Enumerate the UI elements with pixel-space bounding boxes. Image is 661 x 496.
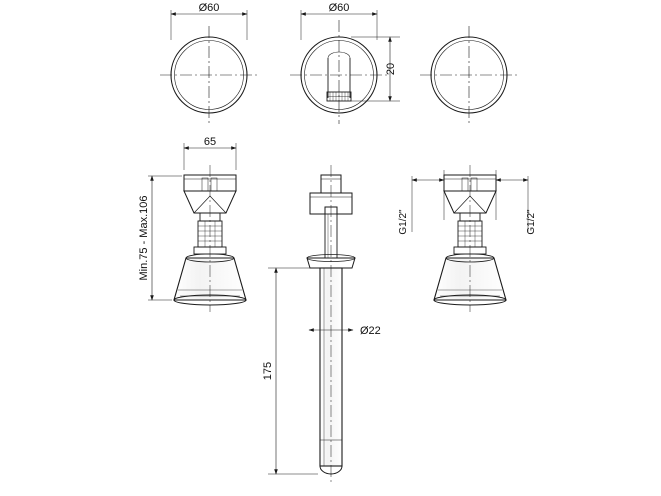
- left-handle-elevation: [148, 143, 246, 312]
- dim-label-center-projection: 20: [385, 62, 397, 76]
- center-spout-elevation: [268, 165, 355, 485]
- dim-label-spout-length: 175: [262, 361, 274, 381]
- top-right-escutcheon-view: [420, 26, 518, 124]
- dim-label-thread-right: G1/2": [526, 209, 537, 235]
- dim-label-handle-spacing: 65: [203, 136, 217, 148]
- right-handle-elevation: [412, 165, 528, 312]
- dim-label-thread-left: G1/2": [398, 209, 409, 235]
- dim-label-top-left-diameter: Ø60: [198, 2, 220, 14]
- top-center-spout-view: [290, 10, 400, 124]
- dim-label-spout-diameter: Ø22: [360, 325, 381, 337]
- top-left-escutcheon-view: [160, 10, 258, 124]
- dim-label-height-range: Min.75 - Max.106: [138, 195, 150, 281]
- dim-label-top-center-diameter: Ø60: [328, 2, 350, 14]
